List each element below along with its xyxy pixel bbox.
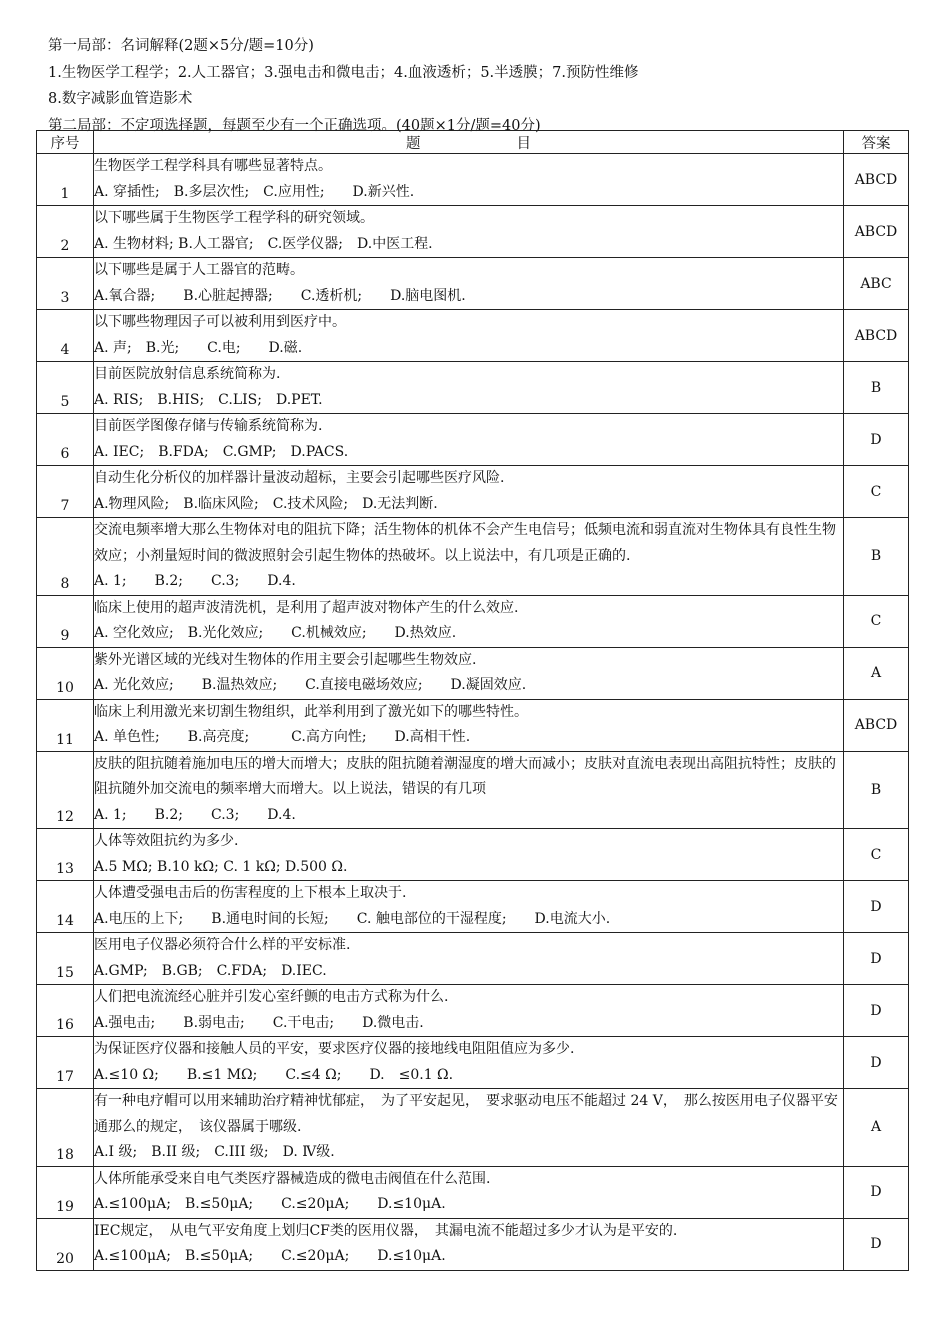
question-options: A. 声; B.光; C.电; D.磁. [94, 339, 303, 356]
header-question-left: 题 [406, 135, 421, 152]
table-row [37, 1218, 909, 1270]
question-options: A.I 级; B.II 级; C.III 级; D. Ⅳ级. [94, 1144, 335, 1160]
answer-cell: A [844, 1089, 909, 1167]
answer-cell: C [844, 595, 909, 647]
question-text: 皮肤的阻抗随着施加电压的增大而增大；皮肤的阻抗随着潮湿度的增大而减小；皮肤对直流电表现出高阻抗特性；皮肤的阻抗随外加交流电的频率增大而增大。以上说法，错误的有几项 [94, 755, 836, 797]
question-number: 12 [37, 751, 94, 829]
question-number: 4 [37, 310, 94, 362]
answer-cell: D [844, 881, 909, 933]
question-text: 临床上利用激光来切割生物组织，此举利用到了激光如下的哪些特性。 [94, 703, 528, 720]
table-row [37, 595, 909, 647]
table-row [37, 647, 909, 699]
table-row [37, 154, 909, 206]
question-cell [94, 466, 844, 518]
question-options: A. IEC; B.FDA; C.GMP; D.PACS. [94, 443, 349, 460]
answer-cell: ABCD [844, 206, 909, 258]
question-cell [94, 1166, 844, 1218]
question-options: A. 1; B.2; C.3; D.4. [94, 806, 296, 823]
question-cell [94, 1037, 844, 1089]
table-row [37, 881, 909, 933]
question-text: 临床上使用的超声波清洗机，是利用了超声波对物体产生的什么效应. [94, 599, 519, 616]
question-cell [94, 985, 844, 1037]
answer-cell: D [844, 1218, 909, 1270]
question-cell [94, 258, 844, 310]
header-answer: 答案 [844, 131, 909, 154]
question-options: A.≤100μA; B.≤50μA; C.≤20μA; D.≤10μA. [94, 1196, 446, 1212]
question-number: 6 [37, 414, 94, 466]
answer-cell: C [844, 829, 909, 881]
question-number: 14 [37, 881, 94, 933]
question-cell [94, 881, 844, 933]
table-row [37, 699, 909, 751]
question-cell [94, 206, 844, 258]
question-cell [94, 595, 844, 647]
answer-cell: A [844, 647, 909, 699]
question-cell [94, 933, 844, 985]
table-row [37, 1089, 909, 1167]
question-options: A. 光化效应; B.温热效应; C.直接电磁场效应; D.凝固效应. [94, 677, 527, 693]
question-options: A. 生物材料; B.人工器官; C.医学仪器; D.中医工程. [94, 235, 433, 252]
answer-cell: ABCD [844, 310, 909, 362]
table-row [37, 518, 909, 596]
question-number: 7 [37, 466, 94, 518]
question-options: A.≤100μA; B.≤50μA; C.≤20μA; D.≤10μA. [94, 1248, 446, 1264]
table-header-row [37, 131, 909, 154]
question-options: A.强电击; B.弱电击; C.干电击; D.微电击. [94, 1014, 424, 1031]
header-number: 序号 [37, 131, 94, 154]
question-cell [94, 154, 844, 206]
part2-heading: 第二局部：不定项选择题，每题至少有一个正确选项。(40题×1分/题=40分) [48, 117, 541, 134]
question-cell [94, 699, 844, 751]
answer-cell: ABCD [844, 699, 909, 751]
table-row [37, 933, 909, 985]
question-text: 医用电子仪器必须符合什么样的平安标准. [94, 937, 351, 953]
question-cell [94, 1089, 844, 1167]
answer-cell: B [844, 751, 909, 829]
table-row [37, 1166, 909, 1218]
question-cell [94, 414, 844, 466]
part1-terms-line1: 1.生物医学工程学；2.人工器官；3.强电击和微电击；4.血液透析；5.半透膜；7.预防性维修 [48, 64, 639, 81]
table-row [37, 258, 909, 310]
answer-cell: D [844, 414, 909, 466]
question-cell [94, 310, 844, 362]
table-row [37, 985, 909, 1037]
question-cell [94, 518, 844, 596]
question-text: 自动生化分析仪的加样器计量波动超标，主要会引起哪些医疗风险. [94, 470, 505, 486]
question-options: A. 1; B.2; C.3; D.4. [94, 573, 296, 589]
question-options: A.5 MΩ; B.10 kΩ; C. 1 kΩ; D.500 Ω. [94, 858, 348, 875]
answer-cell: ABC [844, 258, 909, 310]
question-number: 11 [37, 699, 94, 751]
question-text: 为保证医疗仪器和接触人员的平安，要求医疗仪器的接地线电阻阻值应为多少. [94, 1041, 575, 1057]
question-cell [94, 362, 844, 414]
question-text: 紫外光谱区域的光线对生物体的作用主要会引起哪些生物效应. [94, 651, 477, 668]
question-text: 交流电频率增大那么生物体对电的阻抗下降；活生物体的机体不会产生电信号；低频电流和弱直流对生物体具有良性生物效应；小剂量短时间的微波照射会引起生物体的热破坏。以上说法中，有几项是正确的. [94, 522, 836, 564]
question-cell [94, 829, 844, 881]
question-number: 8 [37, 518, 94, 596]
answer-cell: B [844, 518, 909, 596]
table-row [37, 1037, 909, 1089]
question-options: A.电压的上下; B.通电时间的长短; C. 触电部位的干湿程度; D.电流大小. [94, 910, 611, 927]
answer-cell: D [844, 1037, 909, 1089]
answer-cell: D [844, 933, 909, 985]
answer-cell: D [844, 1166, 909, 1218]
question-options: A. 单色性; B.高亮度; C.高方向性; D.高相干性. [94, 729, 471, 745]
question-text: 人体等效阻抗约为多少. [94, 833, 239, 849]
question-number: 19 [37, 1166, 94, 1218]
question-text: 生物医学工程学科具有哪些显著特点。 [94, 158, 332, 174]
question-number: 20 [37, 1218, 94, 1270]
question-text: 目前医院放射信息系统简称为. [94, 366, 281, 382]
question-number: 16 [37, 985, 94, 1037]
question-text: 以下哪些物理因子可以被利用到医疗中。 [94, 314, 346, 330]
question-text: IEC规定， 从电气平安角度上划归CF类的医用仪器， 其漏电流不能超过多少才认为是平安的. [94, 1222, 678, 1239]
answer-cell: D [844, 985, 909, 1037]
question-cell [94, 1218, 844, 1270]
question-cell [94, 647, 844, 699]
answer-cell: ABCD [844, 154, 909, 206]
answer-cell: B [844, 362, 909, 414]
intro-section [48, 33, 918, 139]
question-options: A.≤10 Ω; B.≤1 MΩ; C.≤4 Ω; D. ≤0.1 Ω. [94, 1066, 454, 1083]
part1-heading: 第一局部：名词解释(2题×5分/题=10分) [48, 38, 314, 54]
question-number: 2 [37, 206, 94, 258]
question-number: 3 [37, 258, 94, 310]
question-options: A.氧合器; B.心脏起搏器; C.透析机; D.脑电图机. [94, 287, 466, 304]
table-row [37, 751, 909, 829]
question-number: 9 [37, 595, 94, 647]
table-row [37, 310, 909, 362]
question-cell [94, 751, 844, 829]
part1-terms-line2: 8.数字减影血管造影术 [48, 91, 193, 107]
question-options: A.物理风险; B.临床风险; C.技术风险; D.无法判断. [94, 495, 438, 512]
question-number: 13 [37, 829, 94, 881]
question-options: A.GMP; B.GB; C.FDA; D.IEC. [94, 962, 327, 979]
header-question-right: 目 [516, 135, 531, 152]
question-text: 以下哪些属于生物医学工程学科的研究领域。 [94, 210, 374, 226]
question-options: A. 空化效应; B.光化效应; C.机械效应; D.热效应. [94, 625, 457, 641]
question-number: 15 [37, 933, 94, 985]
table-row [37, 414, 909, 466]
answer-cell: C [844, 466, 909, 518]
table-row [37, 829, 909, 881]
question-number: 18 [37, 1089, 94, 1167]
table-row [37, 206, 909, 258]
question-text: 目前医学图像存储与传输系统简称为. [94, 418, 323, 434]
question-number: 5 [37, 362, 94, 414]
question-table [36, 130, 909, 1271]
question-text: 以下哪些是属于人工器官的范畴。 [94, 262, 304, 278]
question-text: 人们把电流流经心脏并引发心室纤颤的电击方式称为什么. [94, 989, 449, 1005]
question-number: 10 [37, 647, 94, 699]
question-number: 1 [37, 154, 94, 206]
table-row [37, 362, 909, 414]
question-text: 人体遭受强电击后的伤害程度的上下根本上取决于. [94, 885, 407, 901]
question-text: 人体所能承受来自电气类医疗器械造成的微电击阀值在什么范围. [94, 1170, 491, 1187]
question-number: 17 [37, 1037, 94, 1089]
header-question [94, 131, 844, 154]
question-options: A. 穿插性; B.多层次性; C.应用性; D.新兴性. [94, 183, 415, 200]
question-options: A. RIS; B.HIS; C.LIS; D.PET. [94, 391, 323, 408]
table-row [37, 466, 909, 518]
question-text: 有一种电疗帽可以用来辅助治疗精神忧郁症， 为了平安起见， 要求驱动电压不能超过 24 V， 那么按医用电子仪器平安通那么的规定， 该仪器属于哪级. [94, 1093, 838, 1135]
